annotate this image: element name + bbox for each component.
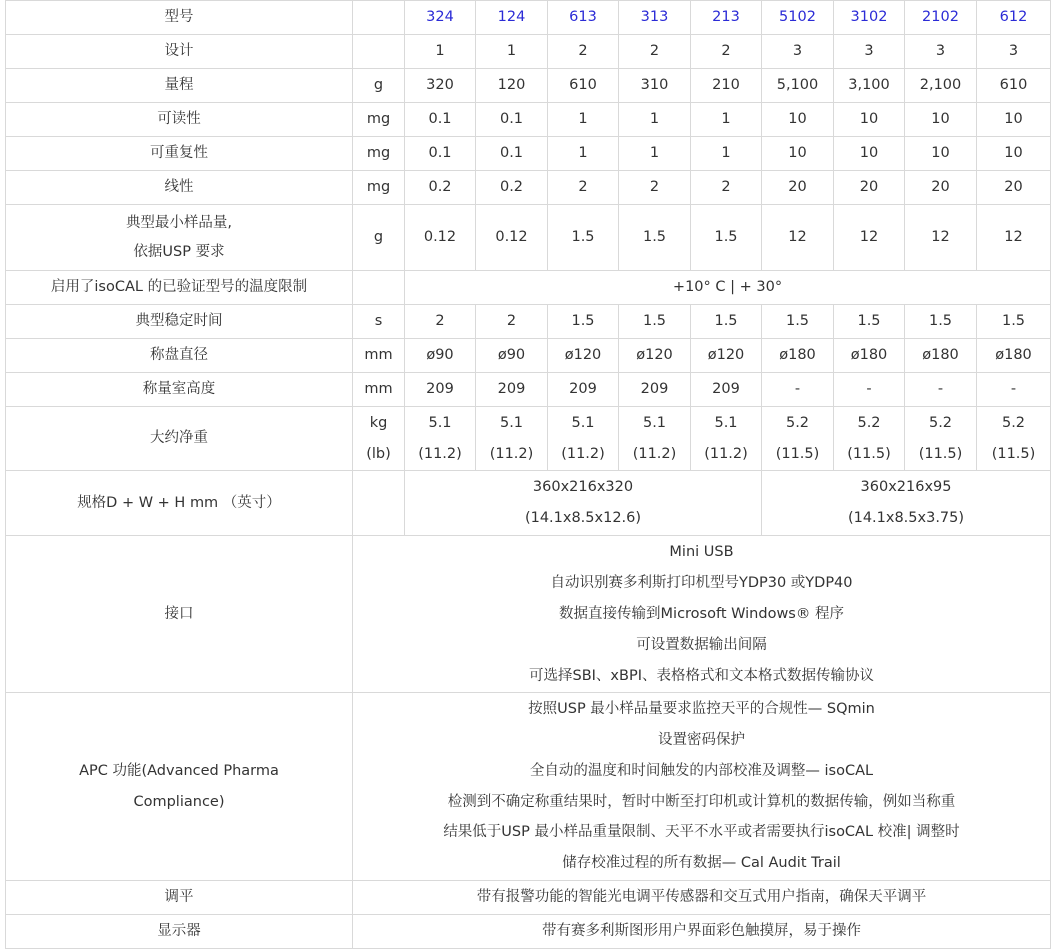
net-weight-row	[6, 407, 1051, 471]
row-value: -	[762, 373, 834, 407]
row-label: 可读性	[6, 103, 353, 137]
row-value: 1.5	[691, 205, 762, 271]
row-value: 124	[476, 1, 548, 35]
row-value: 1.5	[619, 205, 691, 271]
value-line: (11.5)	[847, 445, 891, 462]
row-value: 324	[405, 1, 476, 35]
row-value: 1	[548, 103, 619, 137]
row-label: 可重复性	[6, 137, 353, 171]
row-value: 2	[476, 305, 548, 339]
value-line: 5.2	[857, 414, 881, 431]
row-value: 20	[834, 171, 905, 205]
row-value: 20	[762, 171, 834, 205]
spec-row	[6, 373, 1051, 407]
row-value: 0.1	[405, 103, 476, 137]
row-value: 10	[834, 137, 905, 171]
row-value: ø120	[548, 339, 619, 373]
row-unit: g	[353, 69, 405, 103]
row-value: ø180	[762, 339, 834, 373]
row-value: 1.5	[548, 305, 619, 339]
row-unit: mm	[353, 373, 405, 407]
row-value: 1	[691, 103, 762, 137]
row-value: 209	[476, 373, 548, 407]
spec-row	[6, 69, 1051, 103]
row-value: 1.5	[691, 305, 762, 339]
value-line: 5.1	[714, 414, 738, 431]
row-unit	[353, 471, 405, 536]
row-label: 称盘直径	[6, 339, 353, 373]
row-value: 0.1	[405, 137, 476, 171]
display-row	[6, 915, 1051, 949]
row-label: 接口	[6, 536, 353, 693]
row-value: 12	[905, 205, 977, 271]
row-value: 210	[691, 69, 762, 103]
value-line: 5.2	[1001, 414, 1026, 431]
row-value: 2,100	[905, 69, 977, 103]
row-value	[405, 407, 476, 471]
row-value	[834, 407, 905, 471]
row-value: 320	[405, 69, 476, 103]
spec-row	[6, 305, 1051, 339]
leveling-value: 带有报警功能的智能光电调平传感器和交互式用户指南，确保天平调平	[353, 881, 1051, 915]
row-value: 1.5	[619, 305, 691, 339]
row-value: 610	[548, 69, 619, 103]
row-value	[548, 407, 619, 471]
row-value: 10	[905, 137, 977, 171]
apc-label-line: APC 功能(Advanced Pharma	[79, 762, 279, 779]
row-value	[476, 407, 548, 471]
temp-limit-row	[6, 271, 1051, 305]
dimensions-group2-line: 360x216x95	[860, 479, 952, 495]
row-value: 1	[619, 103, 691, 137]
dimensions-row	[6, 471, 1051, 536]
apc-value-line: 全自动的温度和时间触发的内部校准及调整— isoCAL	[529, 762, 874, 779]
row-value: 10	[977, 137, 1051, 171]
value-line: (11.5)	[918, 445, 963, 462]
min-sample-label	[6, 205, 353, 271]
row-value: 209	[619, 373, 691, 407]
row-label: 调平	[6, 881, 353, 915]
row-unit	[353, 271, 405, 305]
row-value: 2	[548, 171, 619, 205]
row-value: 2102	[905, 1, 977, 35]
value-line: 5.1	[428, 414, 452, 431]
interface-value	[353, 536, 1051, 693]
min-sample-label-line: 典型最小样品量,	[125, 214, 233, 231]
row-value: 20	[977, 171, 1051, 205]
row-value: 209	[405, 373, 476, 407]
row-value: ø180	[977, 339, 1051, 373]
row-value: ø90	[405, 339, 476, 373]
row-label: 线性	[6, 171, 353, 205]
row-label: 大约净重	[6, 407, 353, 471]
row-value: 2	[691, 35, 762, 69]
row-value: 2	[548, 35, 619, 69]
apc-label	[6, 693, 353, 881]
row-value: 1.5	[834, 305, 905, 339]
temp-limit-value: +10° C | + 30°	[405, 271, 1051, 305]
value-line: (11.5)	[991, 445, 1036, 462]
spec-row	[6, 137, 1051, 171]
row-unit: mg	[353, 137, 405, 171]
apc-value-line: 检测到不确定称重结果时，暂时中断至打印机或计算机的数据传输，例如当称重	[447, 793, 956, 810]
interface-row	[6, 536, 1051, 693]
value-line: (11.5)	[775, 445, 820, 462]
row-value: 2	[619, 171, 691, 205]
row-value: 613	[548, 1, 619, 35]
value-line: 5.2	[785, 414, 810, 431]
row-label: 显示器	[6, 915, 353, 949]
row-value: 10	[762, 103, 834, 137]
row-value: 2	[405, 305, 476, 339]
row-label: 设计	[6, 35, 353, 69]
row-value: 313	[619, 1, 691, 35]
row-value: 20	[905, 171, 977, 205]
row-label: 规格D + W + H mm （英寸）	[6, 471, 353, 536]
row-value: ø90	[476, 339, 548, 373]
row-value	[762, 407, 834, 471]
unit-line: kg	[369, 414, 388, 431]
apc-label-line: Compliance)	[133, 793, 225, 810]
row-unit: mg	[353, 103, 405, 137]
value-line: (11.2)	[418, 445, 462, 462]
row-value: 10	[762, 137, 834, 171]
row-value: -	[905, 373, 977, 407]
row-unit	[353, 407, 405, 471]
apc-value-line: 设置密码保护	[658, 731, 745, 748]
row-value: 610	[977, 69, 1051, 103]
leveling-row	[6, 881, 1051, 915]
row-value: 1	[619, 137, 691, 171]
dimensions-group1	[405, 471, 762, 536]
row-value: 12	[834, 205, 905, 271]
row-unit	[353, 35, 405, 69]
row-value: 0.12	[476, 205, 548, 271]
row-value: ø120	[619, 339, 691, 373]
row-unit: g	[353, 205, 405, 271]
row-value: 213	[691, 1, 762, 35]
row-value: -	[977, 373, 1051, 407]
row-label: 典型稳定时间	[6, 305, 353, 339]
min-sample-label-line: 依据USP 要求	[133, 243, 225, 260]
row-value: 3	[762, 35, 834, 69]
row-value: 1	[476, 35, 548, 69]
row-value: 10	[977, 103, 1051, 137]
row-value	[977, 407, 1051, 471]
row-label: 型号	[6, 1, 353, 35]
interface-value-line: Mini USB	[669, 543, 734, 560]
row-value: 120	[476, 69, 548, 103]
row-unit	[353, 1, 405, 35]
row-value: 10	[905, 103, 977, 137]
row-value: 3,100	[834, 69, 905, 103]
row-value: 0.2	[405, 171, 476, 205]
row-value: 209	[691, 373, 762, 407]
spec-table	[5, 0, 1051, 949]
interface-value-line: 可选择SBI、xBPI、表格格式和文本格式数据传输协议	[529, 667, 874, 684]
row-value: 1.5	[548, 205, 619, 271]
value-line: 5.1	[571, 414, 595, 431]
row-value: 1.5	[762, 305, 834, 339]
row-value: ø180	[834, 339, 905, 373]
row-value: 3	[834, 35, 905, 69]
interface-value-line: 自动识别赛多利斯打印机型号YDP30 或YDP40	[550, 574, 853, 591]
row-value	[905, 407, 977, 471]
row-value: 1	[548, 137, 619, 171]
row-value: 3102	[834, 1, 905, 35]
spec-row	[6, 339, 1051, 373]
row-value: 1	[405, 35, 476, 69]
unit-line: (lb)	[366, 445, 391, 462]
interface-value-line: 可设置数据输出间隔	[636, 636, 767, 653]
spec-row	[6, 103, 1051, 137]
row-value: 209	[548, 373, 619, 407]
row-unit: mg	[353, 171, 405, 205]
value-line: (11.2)	[489, 445, 534, 462]
row-value: 3	[977, 35, 1051, 69]
row-unit: s	[353, 305, 405, 339]
dimensions-group1-line: (14.1x8.5x12.6)	[524, 510, 642, 526]
row-label: 启用了isoCAL 的已验证型号的温度限制	[6, 271, 353, 305]
row-value: 612	[977, 1, 1051, 35]
min-sample-row	[6, 205, 1051, 271]
row-value: 10	[834, 103, 905, 137]
display-value: 带有赛多利斯图形用户界面彩色触摸屏，易于操作	[353, 915, 1051, 949]
row-value: ø120	[691, 339, 762, 373]
spec-row	[6, 171, 1051, 205]
row-value: 1	[691, 137, 762, 171]
row-unit: mm	[353, 339, 405, 373]
row-value: 5102	[762, 1, 834, 35]
interface-value-line: 数据直接传输到Microsoft Windows® 程序	[559, 605, 844, 622]
dimensions-group2	[762, 471, 1051, 536]
row-label: 称量室高度	[6, 373, 353, 407]
row-value: 310	[619, 69, 691, 103]
row-value: -	[834, 373, 905, 407]
row-value	[691, 407, 762, 471]
apc-value	[353, 693, 1051, 881]
value-line: (11.2)	[561, 445, 605, 462]
row-value: 0.1	[476, 137, 548, 171]
row-value: 12	[762, 205, 834, 271]
value-line: 5.2	[928, 414, 953, 431]
model-row	[6, 1, 1051, 35]
row-value: 3	[905, 35, 977, 69]
spec-row	[6, 35, 1051, 69]
apc-value-line: 结果低于USP 最小样品重量限制、天平不水平或者需要执行isoCAL 校准| 调整时	[443, 824, 960, 841]
value-line: 5.1	[642, 414, 667, 431]
dimensions-group2-line: (14.1x8.5x3.75)	[847, 510, 965, 526]
dimensions-group1-line: 360x216x320	[532, 479, 634, 495]
row-value: 12	[977, 205, 1051, 271]
row-label: 量程	[6, 69, 353, 103]
apc-value-line: 按照USP 最小样品量要求监控天平的合规性— SQmin	[528, 701, 875, 718]
row-value: 0.1	[476, 103, 548, 137]
value-line: (11.2)	[704, 445, 748, 462]
apc-value-line: 储存校准过程的所有数据— Cal Audit Trail	[562, 855, 841, 872]
value-line: (11.2)	[632, 445, 677, 462]
row-value: 1.5	[905, 305, 977, 339]
row-value: ø180	[905, 339, 977, 373]
row-value: 2	[691, 171, 762, 205]
row-value: 2	[619, 35, 691, 69]
row-value: 0.12	[405, 205, 476, 271]
value-line: 5.1	[499, 414, 524, 431]
row-value	[619, 407, 691, 471]
row-value: 0.2	[476, 171, 548, 205]
apc-row	[6, 693, 1051, 881]
row-value: 5,100	[762, 69, 834, 103]
row-value: 1.5	[977, 305, 1051, 339]
